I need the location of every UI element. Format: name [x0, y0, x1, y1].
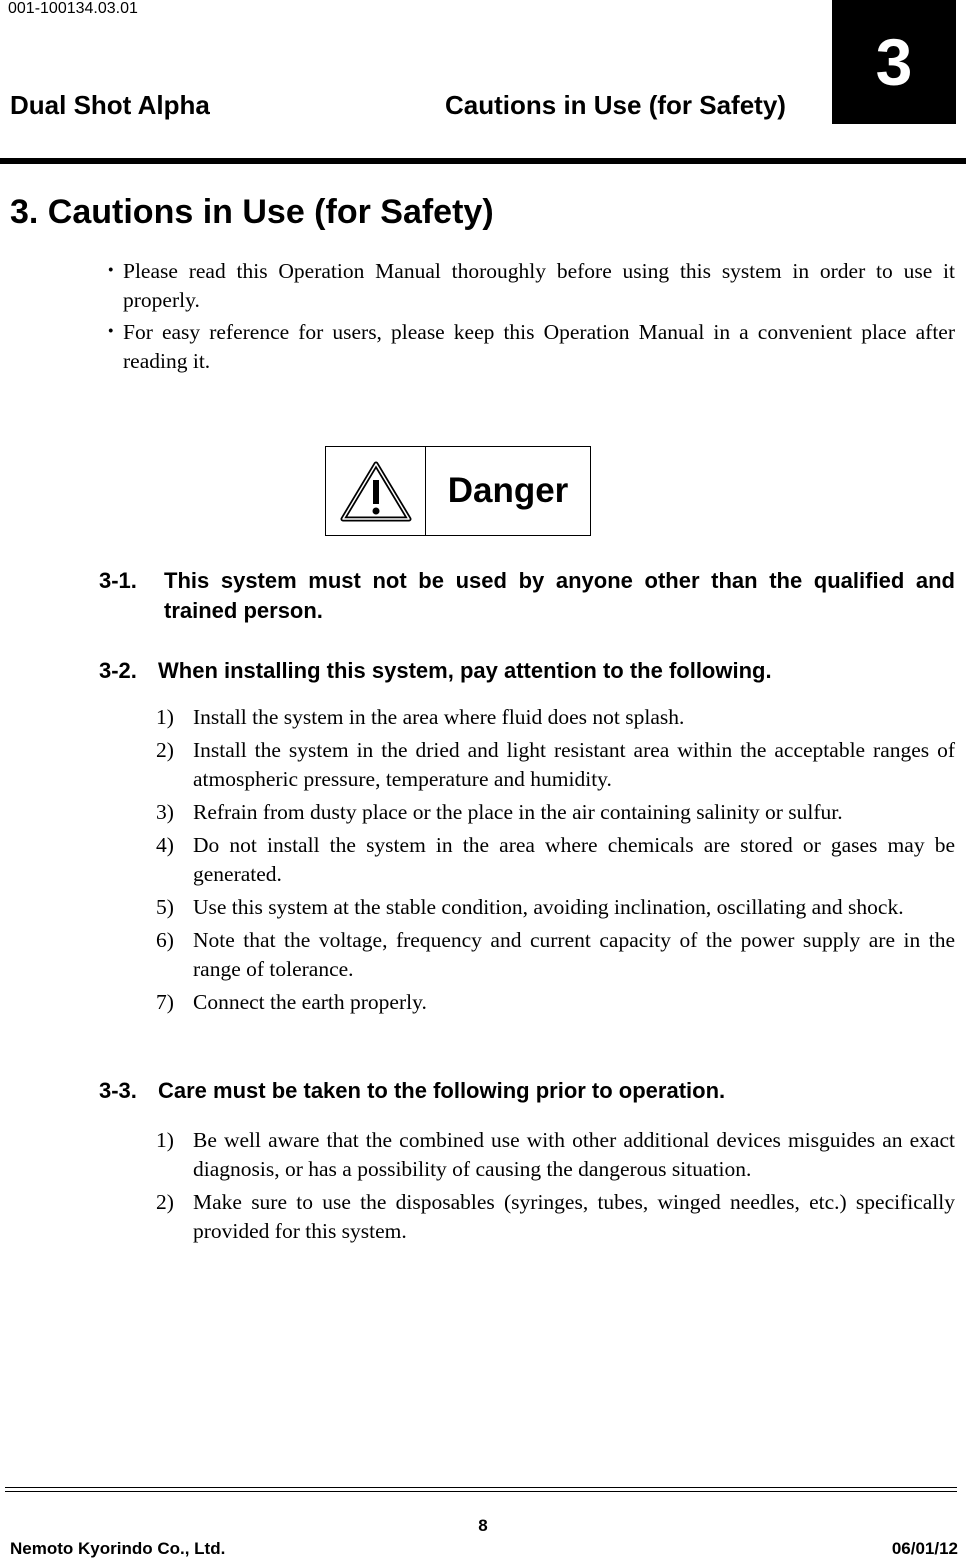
subsection-3-2-heading: [99, 656, 955, 686]
item-number: 1): [156, 705, 174, 729]
item-text: Install the system in the area where fluid does not splash.: [193, 705, 685, 729]
item-number: 6): [156, 928, 174, 952]
list-item: [100, 318, 955, 376]
page-number: 8: [478, 1516, 488, 1535]
installation-list: [156, 703, 955, 1021]
page-title: 3. Cautions in Use (for Safety): [10, 193, 494, 231]
item-number: 4): [156, 833, 174, 857]
item-number: 2): [156, 1190, 174, 1214]
subsection-3-3-heading: [99, 1076, 955, 1106]
subsection-number: 3-3.: [99, 1078, 137, 1103]
product-name: Dual Shot Alpha: [10, 90, 210, 120]
list-item: [156, 893, 955, 922]
item-text: Make sure to use the disposables (syringes, tubes, winged needles, etc.) specifically provided for this system.: [193, 1190, 955, 1243]
item-number: 2): [156, 738, 174, 762]
danger-label: Danger: [447, 471, 569, 510]
list-item: [156, 736, 955, 794]
danger-notice: [325, 446, 591, 536]
footer-divider: [5, 1491, 957, 1492]
subsection-heading-text: This system must not be used by anyone other than the qualified and trained person.: [164, 568, 955, 623]
item-text: Use this system at the stable condition, avoiding inclination, oscillating and shock.: [193, 895, 904, 919]
subsection-number: 3-2.: [99, 658, 137, 683]
bullet-mark: ・: [100, 259, 122, 283]
item-number: 3): [156, 800, 174, 824]
footer-divider: [5, 1487, 957, 1488]
item-text: Refrain from dusty place or the place in the air containing salinity or sulfur.: [193, 800, 843, 824]
item-text: Do not install the system in the area where chemicals are stored or gases may be generated.: [193, 833, 955, 886]
item-text: Note that the voltage, frequency and current capacity of the power supply are in the range of tolerance.: [193, 928, 955, 981]
subsection-heading-text: Care must be taken to the following prior to operation.: [158, 1078, 726, 1103]
item-text: Connect the earth properly.: [193, 990, 427, 1014]
footer-date: 06/01/12: [891, 1539, 958, 1558]
pre-operation-list: [156, 1126, 955, 1250]
list-item: [156, 988, 955, 1017]
item-number: 7): [156, 990, 174, 1014]
intro-bullet-list: [100, 257, 955, 379]
bullet-text: For easy reference for users, please keep this Operation Manual in a convenient place after reading it.: [123, 320, 955, 373]
company-name: Nemoto Kyorindo Co., Ltd.: [10, 1539, 226, 1558]
document-number: 001-100134.03.01: [8, 0, 138, 17]
bullet-text: Please read this Operation Manual thoroughly before using this system in order to use it properly.: [123, 259, 955, 312]
list-item: [156, 1188, 955, 1246]
item-number: 1): [156, 1128, 174, 1152]
list-item: [100, 257, 955, 315]
list-item: [156, 798, 955, 827]
list-item: [156, 703, 955, 732]
list-item: [156, 1126, 955, 1184]
subsection-number: 3-1.: [99, 568, 137, 593]
item-text: Be well aware that the combined use with other additional devices misguides an exact diagnosis, or has a possibility of causing the dangerous situation.: [193, 1128, 955, 1181]
list-item: [156, 831, 955, 889]
chapter-number-badge: 3: [832, 0, 956, 124]
item-text: Install the system in the dried and light resistant area within the acceptable ranges of atmospheric pressure, temperature and humidity.: [193, 738, 955, 791]
subsection-heading-text: When installing this system, pay attention to the following.: [158, 658, 772, 683]
subsection-3-1-heading: [99, 566, 955, 626]
list-item: [156, 926, 955, 984]
bullet-mark: ・: [100, 320, 122, 344]
header-divider: [0, 158, 966, 164]
header-section-title: Cautions in Use (for Safety): [445, 90, 786, 120]
item-number: 5): [156, 895, 174, 919]
warning-triangle-icon: [326, 447, 426, 535]
